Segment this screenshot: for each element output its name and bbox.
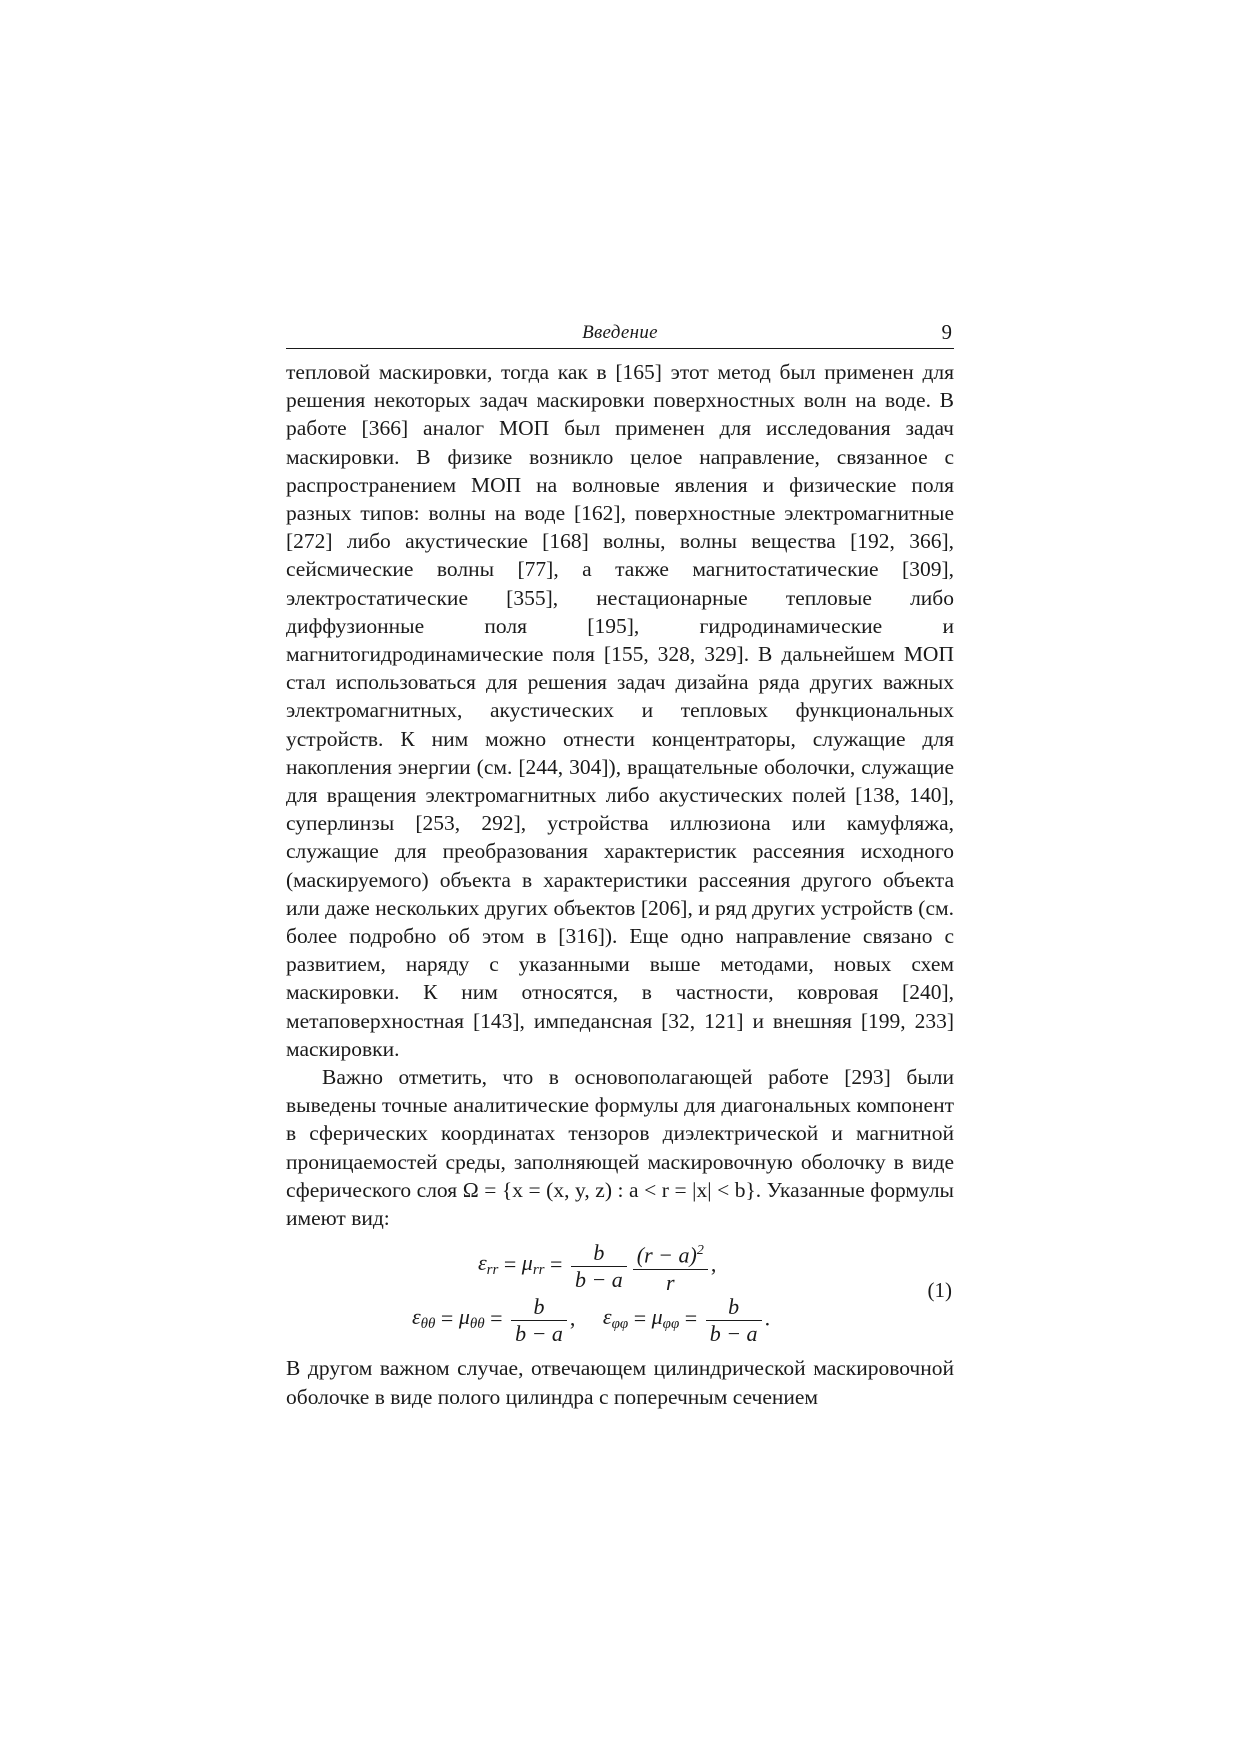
paragraph-3: В другом важном случае, отвечающем цилиндрической маскировочной оболочке в виде полого цилиндра с поперечным сечением bbox=[286, 1356, 954, 1409]
mu-rr: $\mu_{rr}$ bbox=[521, 1250, 545, 1279]
text-block bbox=[286, 358, 954, 1411]
eps-theta-theta: $\varepsilon_{\theta\theta}$ bbox=[412, 1304, 436, 1333]
fraction-theta: $\frac{b}{b - a}$ bbox=[511, 1294, 567, 1347]
equation-row-2: $\varepsilon_{\theta\theta} = \mu_{\theta\theta}$ = $\frac{b}{b - a}$ , $\varepsilon_{\varphi\varphi} = \mu_{\varphi\varphi}$ = $\frac{b}{b - a}$ . bbox=[412, 1294, 771, 1347]
equation-number: (1) bbox=[927, 1278, 952, 1303]
running-head: Введение bbox=[582, 322, 658, 343]
equation-1 bbox=[286, 1234, 954, 1352]
paragraph-2: Важно отметить, что в основополагающей работе [293] были выведены точные аналитические формулы для диагональных компонент в сферических координатах тензоров диэлектрической и магнитной проницаемостей среды, заполняющей маскировочную оболочку в виде сферического слоя Ω = {x = (x, y, z) : a < r = |x| < b}. Указанные формулы имеют вид: bbox=[286, 1065, 954, 1231]
fraction-b-over-b-minus-a: $\frac{b}{b - a}$ bbox=[571, 1240, 627, 1293]
equation-row-1: $\varepsilon_{rr} = \mu_{rr}$ = $\frac{b}{b - a}$ $\frac{(r - a)^2}{r}$ , bbox=[478, 1238, 716, 1295]
fraction-r-minus-a-squared-over-r: $\frac{(r - a)^2}{r}$ bbox=[633, 1238, 708, 1295]
page-number: 9 bbox=[941, 320, 952, 344]
mu-theta-theta: $\mu_{\theta\theta}$ bbox=[458, 1304, 485, 1333]
eps-phi-phi: $\varepsilon_{\varphi\varphi}$ bbox=[602, 1304, 629, 1333]
eps-rr: $\varepsilon_{rr}$ bbox=[478, 1250, 499, 1279]
mu-phi-phi: $\mu_{\varphi\varphi}$ bbox=[651, 1304, 680, 1333]
fraction-phi: $\frac{b}{b - a}$ bbox=[706, 1294, 762, 1347]
paragraph-1: тепловой маскировки, тогда как в [165] этот метод был применен для решения некоторых задач маскировки поверхностных волн на воде. В работе [366] аналог МОП был применен для исследования задач маскировки. В физике возникло целое направление, связанное с распространением МОП на волновые явления и физические поля разных типов: волны на воде [162], поверхностные электромагнитные [272] либо акустические [168] волны, волны вещества [192, 366], сейсмические волны [77], а также магнитостатические [309], электростатические [355], нестационарные тепловые либо диффузионные поля [195], гидродинамические и магнитогидродинамические поля [155, 328, 329]. В дальнейшем МОП стал использоваться для решения задач дизайна ряда других важных электромагнитных, акустических и тепловых функциональных устройств. К ним можно отнести концентраторы, служащие для накопления энергии (см. [244, 304]), вращательные оболочки, служащие для вращения электромагнитных либо акустических полей [138, 140], суперлинзы [253, 292], устройства иллюзиона или камуфляжа, служащие для преобразования характеристик рассеяния исходного (маскируемого) объекта в характеристики рассеяния другого объекта или даже нескольких других объектов [206], и ряд других устройств (см. более подробно об этом в [316]). Еще одно направление связано с развитием, наряду с указанными выше методами, новых схем маскировки. К ним относятся, в частности, ковровая [240], метаповерхностная [143], импедансная [32, 121] и внешняя [199, 233] маскировки. bbox=[286, 360, 954, 1061]
page-header bbox=[286, 318, 954, 349]
